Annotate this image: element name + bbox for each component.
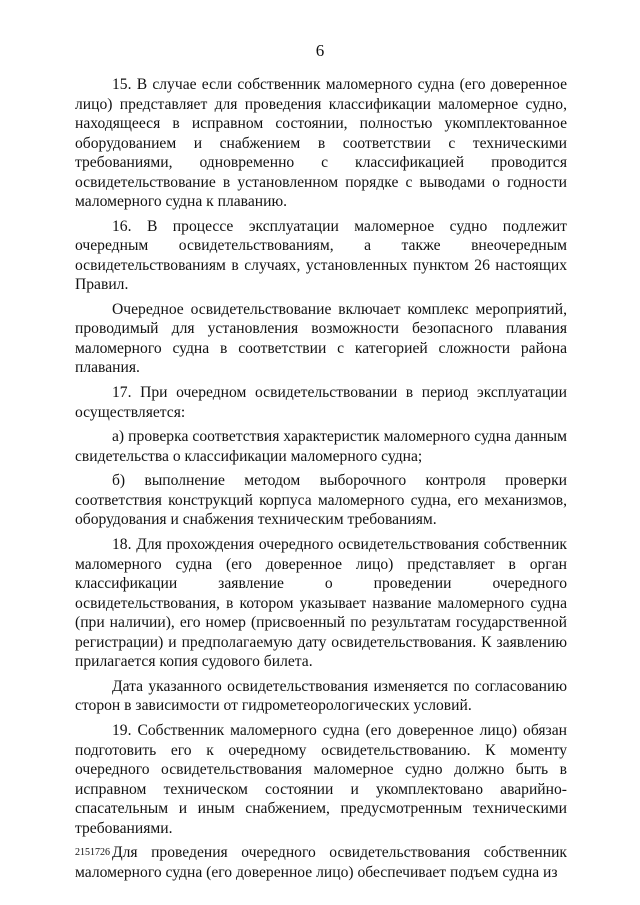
document-body	[75, 75, 567, 887]
paragraph-16: 16. В процессе эксплуатации маломерное судно подлежит очередным освидетельствованиям, а также внеочередным освидетельствованиям в случаях, установленных пунктом 26 настоящих Правил.	[75, 217, 567, 294]
paragraph-survey-date: Дата указанного освидетельствования изменяется по согласованию сторон в зависимости от гидрометеорологических условий.	[75, 677, 567, 715]
paragraph-17: 17. При очередном освидетельствовании в период эксплуатации осуществляется:	[75, 384, 567, 421]
paragraph-vessel-lifting: Для проведения очередного освидетельствования собственник маломерного судна (его доверенное лицо) обеспечивает подъем судна из	[75, 844, 567, 881]
paragraph-17-item-b: б) выполнение методом выборочного контроля проверки соответствия конструкций корпуса маломерного судна, его механизмов, оборудования и снабжения техническим требованиям.	[75, 472, 567, 529]
document-code: 2151726	[75, 847, 110, 858]
paragraph-17-item-a: а) проверка соответствия характеристик маломерного судна данным свидетельства о классификации маломерного судна;	[75, 428, 567, 465]
paragraph-15: 15. В случае если собственник маломерного судна (его доверенное лицо) представляет для проведения классификации маломерное судно, находящееся в исправном состоянии, полностью укомплектованное оборудованием и снабжением в соответствии с техническими требованиями, одновременно с классификацией проводится освидетельствование в установленном порядке с выводами о годности маломерного судна к плаванию.	[75, 76, 567, 210]
paragraph-19: 19. Собственник маломерного судна (его доверенное лицо) обязан подготовить его к очередному освидетельствованию. К моменту очередного освидетельствования маломерное судно должно быть в исправном техническом состоянии и укомплектовано аварийно-спасательным и иным снабжением, предусмотренным техническими требованиями.	[75, 722, 567, 837]
page-number: 6	[315, 41, 325, 60]
paragraph-18: 18. Для прохождения очередного освидетельствования собственник маломерного судна (его доверенное лицо) представляет в орган классификации заявление о проведении очередного освидетельствования, в котором указывает название маломерного судна (при наличии), его номер (присвоенный по результатам государственной регистрации) и предполагаемую дату освидетельствования. К заявлению прилагается копия судового билета.	[75, 536, 567, 671]
paragraph-periodic-survey-definition: Очередное освидетельствование включает комплекс мероприятий, проводимый для установления возможности безопасного плавания маломерного судна в соответствии с категорией сложности района плавания.	[75, 300, 567, 377]
